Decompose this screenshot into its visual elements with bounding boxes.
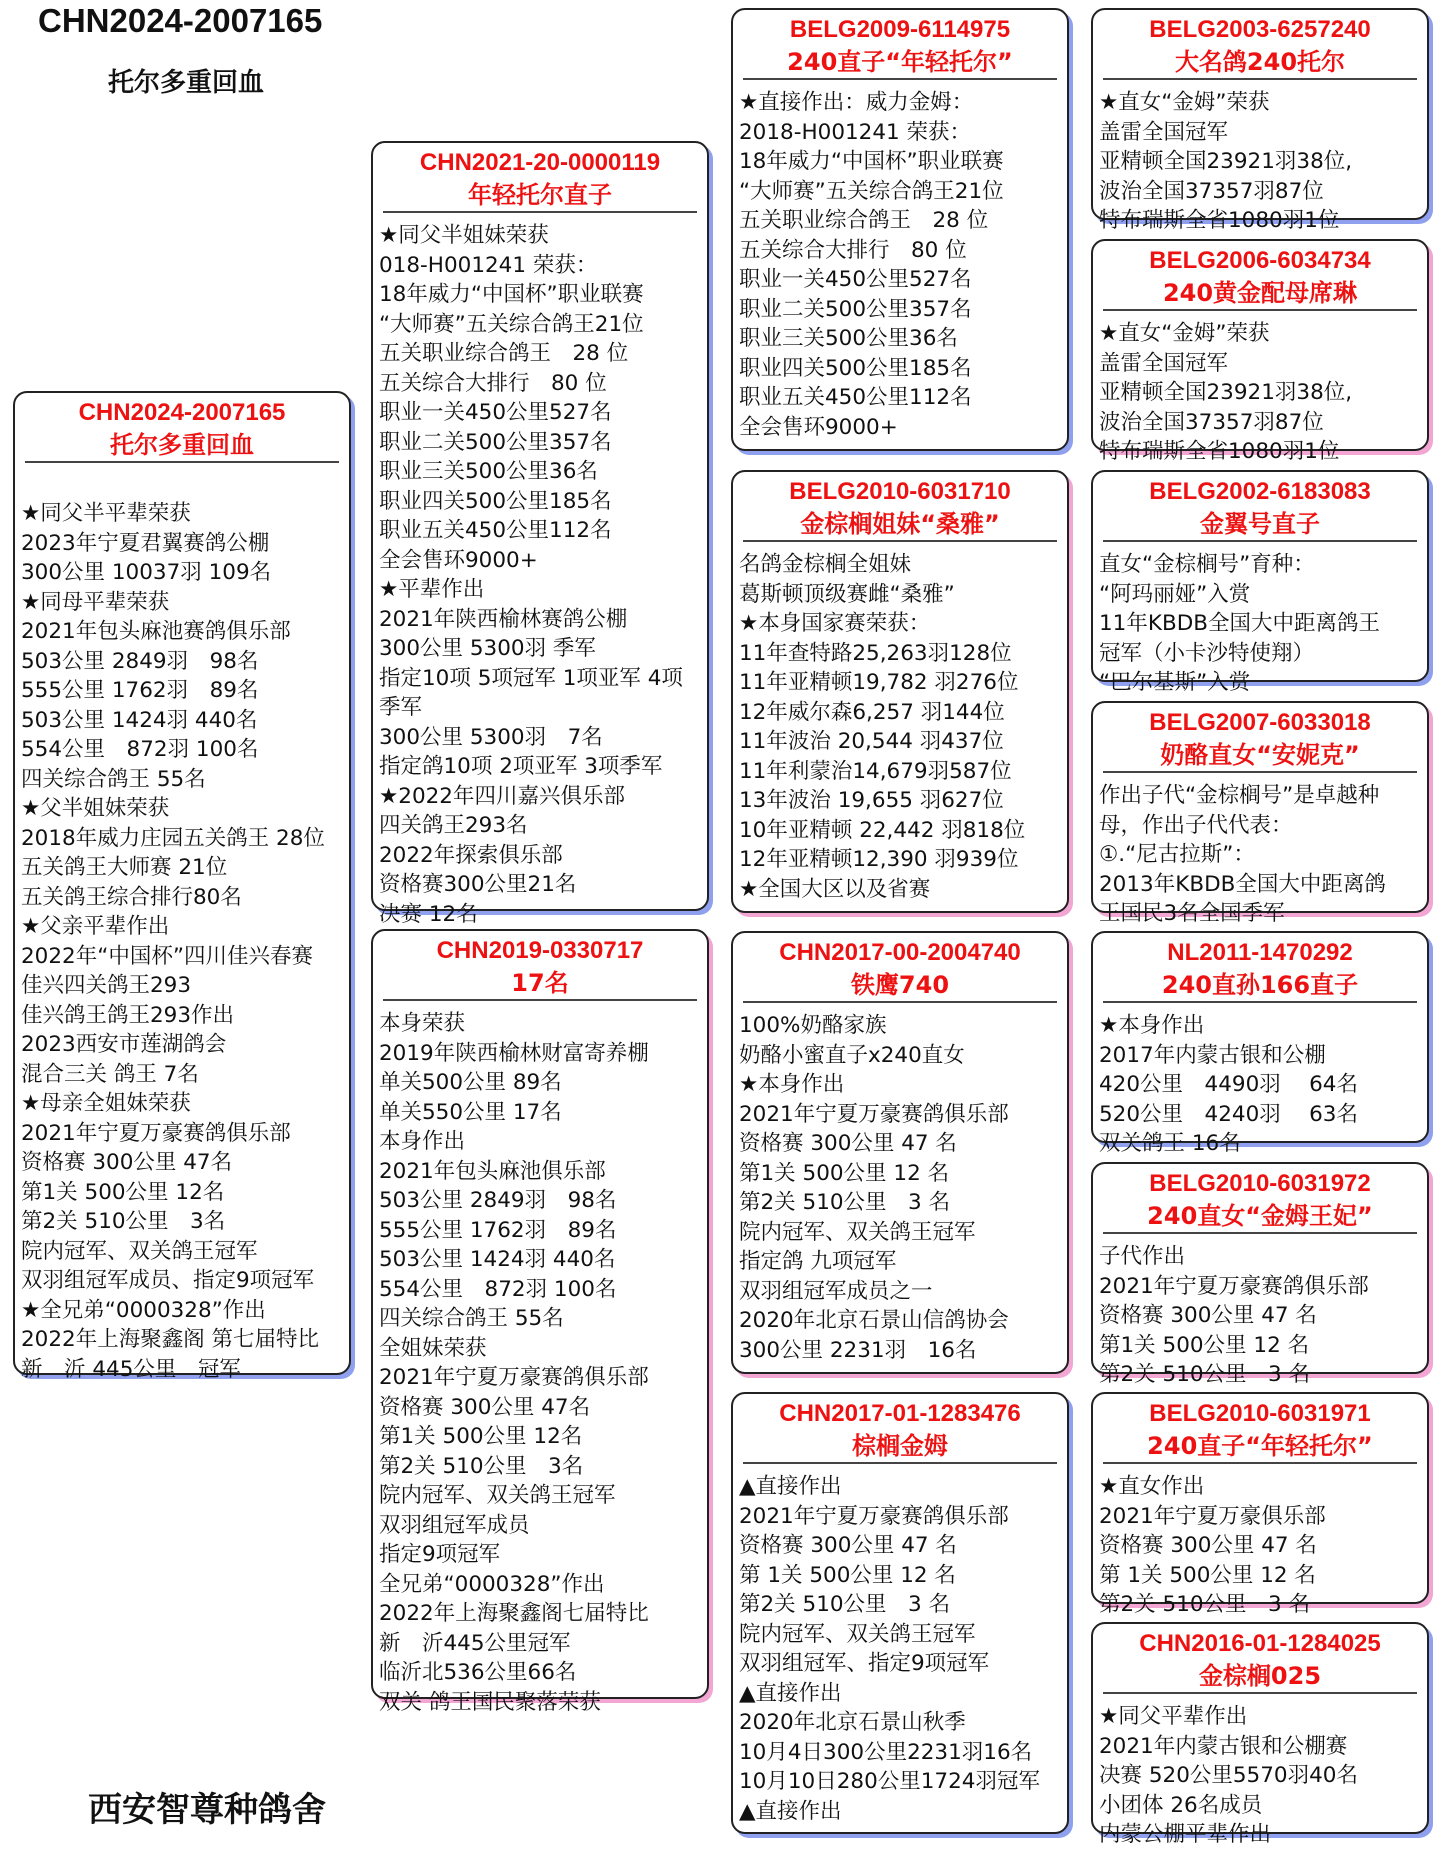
achievement-line: 职业四关500公里185名	[379, 488, 612, 514]
achievement-line: 2019年陕西榆林财富寄养棚	[379, 1040, 649, 1066]
card-header	[383, 931, 697, 1001]
achievement-list	[373, 1001, 707, 1717]
achievement-line: 王国民3名全国季军	[1099, 901, 1285, 926]
achievement-list	[1093, 773, 1427, 929]
achievement-line: 奶酪小蜜直子x240直女	[739, 1042, 965, 1068]
achievement-line: 2021年陕西榆林赛鸽公棚	[379, 606, 628, 632]
achievement-line: 520公里 4240羽 63名	[1099, 1101, 1358, 1127]
achievement-line: 300公里 10037羽 109名	[21, 560, 272, 585]
achievement-line: 特布瑞斯全省1080羽1位	[1099, 208, 1340, 233]
achievement-line: ★同父平辈作出	[1099, 1704, 1248, 1729]
achievement-line: ★本身国家赛荣获：	[739, 611, 931, 636]
card-header	[1103, 10, 1417, 80]
achievement-line: 555公里 1762羽 89名	[379, 1217, 617, 1243]
card-header	[1103, 933, 1417, 1003]
pedigree-ring-id: CHN2024-2007165	[38, 2, 323, 39]
card-dds	[1091, 1392, 1429, 1617]
ring-number: BELG2003-6257240	[1149, 16, 1371, 43]
achievement-line: 第2关 510公里 3 名	[1099, 1362, 1311, 1387]
achievement-line: 全兄弟“0000328”作出	[379, 1571, 605, 1597]
achievement-line: 指定鸽 九项冠军	[739, 1249, 897, 1274]
achievement-line: 2021年内蒙古银和公棚赛	[1099, 1733, 1348, 1759]
card-dam-dam	[731, 1392, 1069, 1834]
achievement-line: ★本身作出	[739, 1072, 845, 1097]
card-ddd	[1091, 1622, 1429, 1847]
achievement-line: 双羽组冠军成员之一	[739, 1278, 933, 1304]
achievement-line: 18年威力“中国杯”职业联赛	[379, 282, 644, 307]
achievement-line: 2013年KBDB全国大中距离鸽	[1099, 871, 1386, 897]
card-subject	[13, 391, 351, 1382]
achievement-line: 临沂北536公里66名	[379, 1660, 577, 1685]
achievement-line: 四关综合鸽王 55名	[21, 766, 206, 792]
achievement-line: 院内冠军、双关鸽王冠军	[739, 1219, 976, 1245]
achievement-line: 12年亚精顿12,390 羽939位	[739, 847, 1019, 872]
achievement-line: ★同父半姐妹荣获	[379, 223, 549, 248]
achievement-list	[733, 542, 1067, 904]
achievement-line: 佳兴四关鸽王293	[21, 973, 192, 998]
achievement-line: 2021年宁夏万豪赛鸽俱乐部	[1099, 1273, 1369, 1299]
card-header	[1103, 1624, 1417, 1694]
achievement-line: ★平辈作出	[379, 577, 485, 602]
card-header	[743, 1394, 1057, 1464]
achievement-line: 盖雷全国冠军	[1099, 350, 1229, 376]
ring-number: CHN2024-2007165	[78, 399, 286, 426]
achievement-line: 五关职业综合鸽王 28 位	[379, 341, 629, 366]
achievement-line: 职业四关500公里185名	[739, 355, 972, 381]
achievement-line: ★全国大区以及省赛	[739, 876, 931, 902]
achievement-line: 第1关 500公里 12 名	[1099, 1332, 1310, 1358]
achievement-line: 混合三关 鸽王 7名	[21, 1061, 199, 1087]
achievement-line: 佳兴鸽王鸽王293作出	[21, 1002, 235, 1028]
achievement-line: 全会售环9000+	[739, 414, 898, 440]
achievement-list	[1093, 311, 1427, 467]
achievement-line: 五关鸽王综合排行80名	[21, 884, 242, 910]
achievement-line: 资格赛300公里21名	[379, 872, 577, 897]
achievement-line: ★直女“金姆”荣获	[1099, 90, 1270, 115]
achievement-line: 职业三关500公里36名	[739, 326, 958, 351]
card-dam-sire	[731, 931, 1069, 1374]
achievement-line: 2021年包头麻池赛鸽俱乐部	[21, 619, 291, 644]
achievement-line: ★父半姐妹荣获	[21, 796, 170, 821]
achievement-line: 子代作出	[1099, 1244, 1186, 1269]
card-header	[25, 393, 339, 463]
achievement-line: 职业五关450公里112名	[379, 518, 612, 543]
achievement-list	[733, 80, 1067, 442]
achievement-line: 资格赛 300公里 47 名	[1099, 1533, 1317, 1558]
bird-name: 240直女“金姆王妃”	[1147, 1202, 1373, 1230]
ring-number: BELG2009-6114975	[789, 16, 1011, 43]
achievement-line: 10月4日300公里2231羽16名	[739, 1739, 1033, 1765]
achievement-list	[733, 1464, 1067, 1826]
achievement-line: 11年波治 20,544 羽437位	[739, 729, 1004, 754]
achievement-line: 10月10日280公里1724羽冠军	[739, 1769, 1040, 1794]
achievement-list	[1093, 1694, 1427, 1850]
achievement-line: 2018年威力庄园五关鸽王 28位	[21, 825, 325, 851]
achievement-line: 2018-H001241 荣获：	[739, 119, 972, 145]
achievement-line: 018-H001241 荣获：	[379, 252, 598, 278]
achievement-line: 300公里 5300羽 季军	[379, 636, 596, 661]
ring-number: BELG2007-6033018	[1149, 709, 1371, 736]
ring-number: BELG2010-6031972	[1149, 1170, 1371, 1197]
achievement-line: 第1关 500公里 12 名	[739, 1160, 950, 1186]
card-ssd	[1091, 239, 1429, 464]
achievement-line: 本身荣获	[379, 1011, 466, 1036]
card-header	[1103, 1394, 1417, 1464]
bird-name: 托尔多重回血	[110, 431, 254, 459]
ring-number: BELG2006-6034734	[1149, 247, 1371, 274]
achievement-line: “大师赛”五关综合鸽王21位	[739, 178, 1004, 204]
achievement-line: ★本身作出	[1099, 1013, 1205, 1038]
achievement-line: 葛斯顿顶级赛雌“桑雅”	[739, 581, 955, 607]
achievement-line: 特布瑞斯全省1080羽1位	[1099, 439, 1340, 464]
card-sire-sire	[731, 8, 1069, 451]
achievement-line: 554公里 872羽 100名	[21, 737, 259, 762]
card-dsd	[1091, 1162, 1429, 1387]
bird-name: 年轻托尔直子	[468, 181, 612, 209]
achievement-line: 亚精顿全国23921羽38位,	[1099, 380, 1353, 405]
achievement-line: 资格赛 300公里 47名	[21, 1150, 233, 1175]
achievement-list	[1093, 1003, 1427, 1159]
ring-number: CHN2019-0330717	[436, 937, 644, 964]
achievement-line: 第2关 510公里 3 名	[739, 1190, 951, 1215]
achievement-line: 全会售环9000+	[379, 547, 538, 573]
achievement-line: 2022年上海聚鑫阁 第七届特比	[21, 1327, 320, 1352]
achievement-line: 单关550公里 17名	[379, 1099, 562, 1125]
achievement-line: 院内冠军、双关鸽王冠军	[379, 1483, 616, 1508]
achievement-line: “巴尔基斯”入赏	[1099, 670, 1251, 695]
achievement-line: 作出子代“金棕榈号”是卓越种	[1099, 783, 1380, 808]
achievement-line: 第2关 510公里 3 名	[1099, 1592, 1311, 1617]
achievement-line: 554公里 872羽 100名	[379, 1276, 617, 1302]
bird-name: 240直孙166直子	[1161, 971, 1359, 999]
achievement-line: 2017年内蒙古银和公棚	[1099, 1042, 1326, 1068]
achievement-line: 波治全国37357羽87位	[1099, 178, 1324, 204]
achievement-line: 2021年宁夏万豪赛鸽俱乐部	[379, 1365, 649, 1390]
achievement-line: 职业三关500公里36名	[379, 459, 598, 484]
achievement-line: 11年KBDB全国大中距离鸽王	[1099, 611, 1381, 636]
ring-number: BELG2010-6031971	[1149, 1400, 1371, 1427]
achievement-line: 双羽组冠军成员	[379, 1512, 530, 1538]
achievement-line: 双羽组冠军成员、指定9项冠军	[21, 1268, 315, 1293]
achievement-line: 第 1关 500公里 12 名	[1099, 1562, 1316, 1588]
achievement-line: 职业一关450公里527名	[739, 267, 972, 292]
achievement-line: ★直女作出	[1099, 1474, 1205, 1499]
achievement-line: 指定鸽10项 2项亚军 3项季军	[379, 754, 663, 779]
achievement-line: ①.“尼古拉斯”：	[1099, 842, 1255, 867]
achievement-line: 2023西安市莲湖鸽会	[21, 1032, 227, 1057]
loft-name-footer: 西安智尊种鸽舍	[88, 1790, 326, 1830]
achievement-line: 职业五关450公里112名	[739, 385, 972, 410]
achievement-line: 2021年宁夏万豪赛鸽俱乐部	[739, 1503, 1009, 1529]
achievement-line: 2021年包头麻池俱乐部	[379, 1158, 606, 1184]
achievement-list	[373, 213, 707, 929]
achievement-line: “大师赛”五关综合鸽王21位	[379, 311, 644, 337]
card-header	[1103, 241, 1417, 311]
achievement-line: 指定10项 5项冠军 1项亚军 4项	[379, 665, 683, 691]
achievement-line: 院内冠军、双关鸽王冠军	[21, 1238, 258, 1264]
achievement-line: 新 沂 445公里 冠军	[21, 1356, 241, 1382]
achievement-list	[1093, 1234, 1427, 1390]
card-header	[743, 472, 1057, 542]
achievement-list	[15, 463, 349, 1384]
achievement-line: ★直女“金姆”荣获	[1099, 321, 1270, 346]
achievement-list	[1093, 542, 1427, 698]
achievement-line: 300公里 2231羽 16名	[739, 1337, 977, 1363]
achievement-line: 单关500公里 89名	[379, 1070, 562, 1095]
achievement-line: ★2022年四川嘉兴俱乐部	[379, 783, 625, 809]
card-sire-dam	[731, 470, 1069, 913]
achievement-line: 五关鸽王大师赛 21位	[21, 855, 228, 880]
card-sss	[1091, 8, 1429, 233]
achievement-line: 双关鸽王 16名	[1099, 1131, 1241, 1156]
achievement-line: 503公里 1424羽 440名	[21, 707, 258, 733]
achievement-line: 555公里 1762羽 89名	[21, 678, 259, 703]
achievement-line: 13年波治 19,655 羽627位	[739, 788, 1004, 813]
achievement-line: 12年威尔森6,257 羽144位	[739, 699, 1005, 725]
achievement-line: 11年利蒙治14,679羽587位	[739, 758, 1012, 784]
achievement-line: 五关综合大排行 80 位	[379, 370, 607, 396]
bird-name: 金棕榈025	[1198, 1662, 1322, 1690]
achievement-line: 小团体 26名成员	[1099, 1792, 1263, 1818]
achievement-line: 2020年北京石景山秋季	[739, 1710, 966, 1735]
achievement-line: 2021年宁夏万豪俱乐部	[1099, 1503, 1326, 1529]
card-header	[1103, 1164, 1417, 1234]
achievement-line: 决赛 520公里5570羽40名	[1099, 1763, 1358, 1788]
achievement-line: ★同父半平辈荣获	[21, 501, 191, 526]
achievement-line: ▲直接作出	[739, 1474, 842, 1499]
achievement-line: 100%奶酪家族	[739, 1013, 887, 1038]
achievement-line: 第1关 500公里 12名	[21, 1179, 225, 1205]
bird-name: 240直子“年轻托尔”	[787, 48, 1013, 76]
ring-number: CHN2016-01-1284025	[1139, 1630, 1381, 1657]
bird-name: 棕榈金姆	[852, 1432, 948, 1460]
bird-name: 240黄金配母席琳	[1162, 279, 1358, 307]
achievement-line: 2021年宁夏万豪赛鸽俱乐部	[21, 1120, 291, 1146]
card-sdd	[1091, 701, 1429, 926]
achievement-line: 院内冠军、双关鸽王冠军	[739, 1621, 976, 1647]
bird-name: 铁鹰740	[850, 971, 950, 999]
card-header	[1103, 703, 1417, 773]
ring-number: NL2011-1470292	[1167, 939, 1353, 966]
achievement-line: 资格赛 300公里 47 名	[739, 1131, 957, 1156]
achievement-line: 资格赛 300公里 47 名	[1099, 1303, 1317, 1328]
achievement-line: 亚精顿全国23921羽38位,	[1099, 149, 1353, 174]
achievement-line: 母，作出子代代表：	[1099, 812, 1293, 838]
achievement-line: 新 沂445公里冠军	[379, 1630, 571, 1656]
card-sds	[1091, 470, 1429, 695]
ring-number: CHN2017-00-2004740	[779, 939, 1021, 966]
card-header	[743, 933, 1057, 1003]
achievement-line: 资格赛 300公里 47 名	[739, 1533, 957, 1558]
card-dss	[1091, 931, 1429, 1156]
achievement-line: 本身作出	[379, 1129, 466, 1154]
achievement-line: 10年亚精顿 22,442 羽818位	[739, 817, 1026, 843]
card-sire	[371, 141, 709, 927]
achievement-line: 11年查特路25,263羽128位	[739, 640, 1012, 666]
achievement-line: 420公里 4490羽 64名	[1099, 1072, 1358, 1097]
bird-name: 金棕榈姐妹“桑雅”	[800, 510, 1000, 538]
achievement-line: ▲直接作出	[739, 1680, 842, 1706]
achievement-line: 决赛 12名	[379, 901, 478, 927]
bird-name: 17名	[511, 969, 569, 997]
achievement-list	[1093, 80, 1427, 236]
card-header	[1103, 472, 1417, 542]
achievement-line: 第2关 510公里 3名	[379, 1453, 584, 1479]
achievement-line: 第2关 510公里 3名	[21, 1209, 226, 1234]
achievement-list	[1093, 1464, 1427, 1620]
achievement-line: 2022年探索俱乐部	[379, 842, 563, 868]
achievement-line: 2021年宁夏万豪赛鸽俱乐部	[739, 1101, 1009, 1127]
bird-name: 奶酪直女“安妮克”	[1160, 741, 1360, 769]
card-header	[743, 10, 1057, 80]
achievement-line: 503公里 1424羽 440名	[379, 1247, 616, 1272]
achievement-line: 四关鸽王293名	[379, 813, 528, 838]
bird-name: 240直子“年轻托尔”	[1147, 1432, 1373, 1460]
achievement-line: ★同母平辈荣获	[21, 589, 170, 615]
achievement-line: 双关 鸽王国民聚落荣获	[379, 1689, 601, 1715]
achievement-line: 盖雷全国冠军	[1099, 119, 1229, 145]
achievement-line: 内蒙公棚平辈作出	[1099, 1822, 1272, 1847]
achievement-line: 五关职业综合鸽王 28 位	[739, 208, 989, 233]
ring-number: CHN2017-01-1283476	[779, 1400, 1021, 1427]
achievement-line: 全姐妹荣获	[379, 1335, 487, 1361]
achievement-line: 第2关 510公里 3 名	[739, 1592, 951, 1617]
achievement-line: 2023年宁夏君翼赛鸽公棚	[21, 530, 270, 556]
achievement-line: 职业二关500公里357名	[739, 296, 972, 322]
bird-name: 大名鸽240托尔	[1174, 48, 1346, 76]
achievement-line: 300公里 5300羽 7名	[379, 724, 603, 750]
achievement-line: 18年威力“中国杯”职业联赛	[739, 149, 1004, 174]
ring-number: BELG2002-6183083	[1149, 478, 1371, 505]
card-dam	[371, 929, 709, 1715]
achievement-line: 资格赛 300公里 47名	[379, 1394, 591, 1420]
achievement-line: 职业二关500公里357名	[379, 429, 612, 455]
achievement-list	[733, 1003, 1067, 1365]
achievement-line: 第1关 500公里 12名	[379, 1424, 583, 1449]
achievement-line: ★母亲全姐妹荣获	[21, 1091, 191, 1116]
achievement-line: 名鸽金棕榈全姐妹	[739, 552, 912, 577]
achievement-line: ★全兄弟“0000328”作出	[21, 1297, 266, 1323]
achievement-line: ★直接作出：威力金姆：	[739, 90, 974, 115]
achievement-line: ★父亲平辈作出	[21, 914, 170, 939]
bird-name: 金翼号直子	[1200, 510, 1320, 538]
achievement-line: 503公里 2849羽 98名	[379, 1188, 617, 1213]
achievement-line: 波治全国37357羽87位	[1099, 409, 1324, 435]
pedigree-subtitle: 托尔多重回血	[108, 68, 265, 98]
achievement-line: 四关综合鸽王 55名	[379, 1306, 564, 1331]
ring-number: BELG2010-6031710	[789, 478, 1011, 505]
achievement-line: 503公里 2849羽 98名	[21, 648, 259, 674]
achievement-line: 季军	[379, 695, 423, 720]
achievement-line: 双羽组冠军、指定9项冠军	[739, 1651, 990, 1676]
achievement-line: 第 1关 500公里 12 名	[739, 1562, 956, 1588]
achievement-line: ▲直接作出	[739, 1798, 842, 1824]
ring-number: CHN2021-20-0000119	[419, 149, 661, 176]
achievement-line: “阿玛丽娅”入赏	[1099, 581, 1251, 607]
achievement-line: 2020年北京石景山信鸽协会	[739, 1308, 1009, 1333]
achievement-line: 五关综合大排行 80 位	[739, 237, 967, 263]
achievement-line: 冠军（小卡沙特使翔）	[1099, 640, 1315, 666]
achievement-line: 2022年“中国杯”四川佳兴春赛	[21, 943, 313, 969]
achievement-line: 2022年上海聚鑫阁七届特比	[379, 1601, 649, 1626]
achievement-line: 职业一关450公里527名	[379, 400, 612, 425]
achievement-line: 11年亚精顿19,782 羽276位	[739, 670, 1019, 695]
card-header	[383, 143, 697, 213]
achievement-line: 指定9项冠军	[379, 1542, 501, 1567]
achievement-line: 直女“金棕榈号”育种：	[1099, 552, 1315, 577]
